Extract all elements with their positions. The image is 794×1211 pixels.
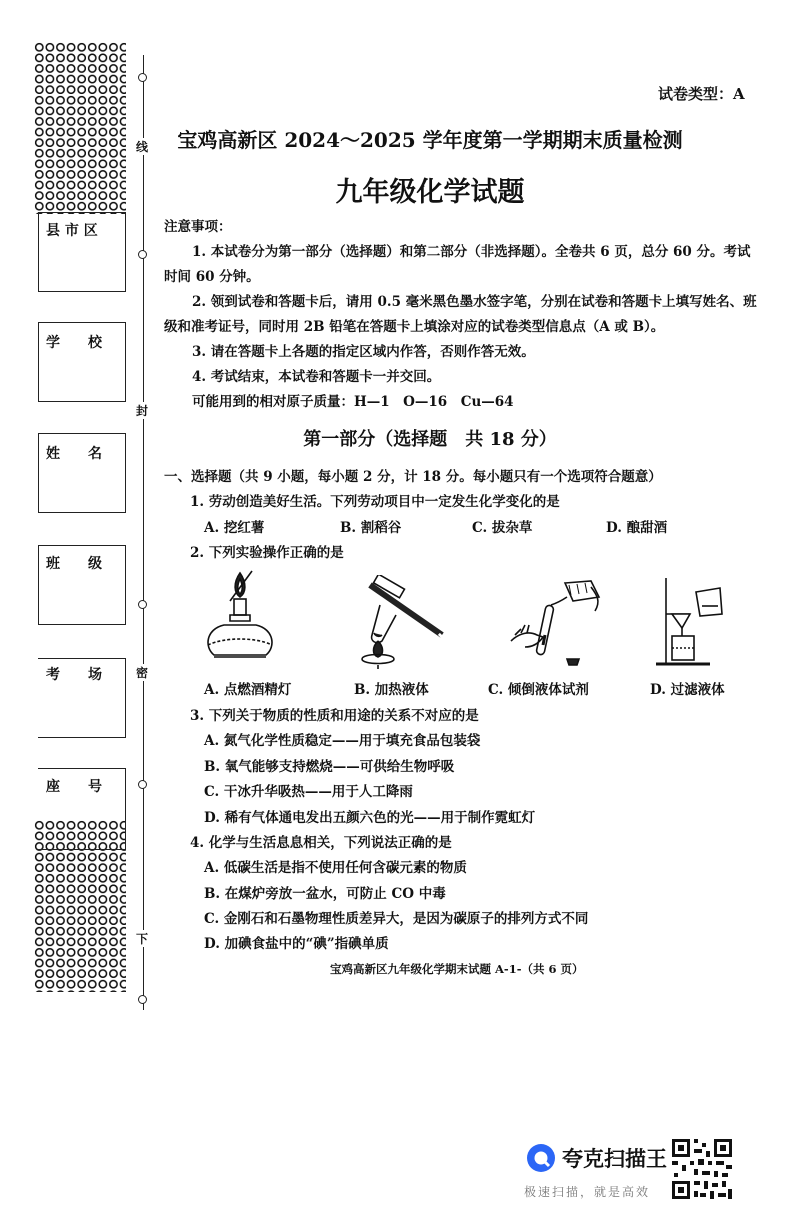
q3-stem: 3. 下列关于物质的性质和用途的关系不对应的是 bbox=[190, 708, 479, 724]
atomic-masses: 可能用到的相对原子质量：H—1 O—16 Cu—64 bbox=[192, 394, 514, 410]
county-label: 县 市 区 bbox=[46, 223, 98, 239]
q1-option-b[interactable]: B. 割稻谷 bbox=[340, 520, 402, 536]
binding-ring bbox=[138, 250, 147, 259]
binding-mark-feng: 封 bbox=[136, 404, 149, 418]
exam-subtitle: 九年级化学试题 bbox=[335, 177, 525, 208]
page-footer: 宝鸡高新区九年级化学期末试题 A-1-（共 6 页） bbox=[330, 962, 584, 976]
binding-mark-xia: 下 bbox=[136, 932, 149, 946]
q2-stem: 2. 下列实验操作正确的是 bbox=[190, 545, 344, 561]
pouring-liquid-figure bbox=[505, 575, 605, 670]
class-label: 班 级 bbox=[46, 556, 102, 572]
q1-option-a[interactable]: A. 挖红薯 bbox=[204, 520, 265, 536]
q4-option-a[interactable]: A. 低碳生活是指不使用任何含碳元素的物质 bbox=[204, 860, 467, 876]
q3-option-a[interactable]: A. 氮气化学性质稳定——用于填充食品包装袋 bbox=[204, 733, 481, 749]
brand-name: 夸克扫描王 bbox=[562, 1147, 667, 1171]
q1-option-d[interactable]: D. 酿甜酒 bbox=[606, 520, 668, 536]
q3-option-c[interactable]: C. 干冰升华吸热——用于人工降雨 bbox=[204, 784, 413, 800]
note-item-2: 2. 领到试卷和答题卡后，请用 0.5 毫米黑色墨水签字笔，分别在试卷和答题卡上填写姓名、班级和准考证号，同时用 2B 铅笔在答题卡上填涂对应的试卷类型信息点（A 或 B）。 bbox=[164, 294, 757, 335]
exam-title: 宝鸡高新区 2024～2025 学年度第一学期期末质量检测 bbox=[177, 128, 683, 152]
q1-stem: 1. 劳动创造美好生活。下列劳动项目中一定发生化学变化的是 bbox=[190, 494, 560, 510]
q4-option-c[interactable]: C. 金刚石和石墨物理性质差异大，是因为碳原子的排列方式不同 bbox=[204, 911, 589, 927]
q2-option-c[interactable]: C. 倾倒液体试剂 bbox=[488, 682, 589, 698]
part1-title: 第一部分（选择题 共 18 分） bbox=[303, 429, 557, 450]
notes-heading: 注意事项： bbox=[164, 219, 232, 235]
name-label: 姓 名 bbox=[46, 446, 102, 462]
q2-option-b[interactable]: B. 加热液体 bbox=[354, 682, 429, 698]
binding-ring bbox=[138, 995, 147, 1004]
alcohol-lamp-figure bbox=[200, 567, 280, 667]
exam-room-label: 考 场 bbox=[46, 667, 102, 683]
q4-option-b[interactable]: B. 在煤炉旁放一盆水，可防止 CO 中毒 bbox=[204, 886, 446, 902]
q4-option-d[interactable]: D. 加碘食盐中的“碘”指碘单质 bbox=[204, 936, 389, 952]
filtering-liquid-figure bbox=[650, 570, 730, 670]
school-label: 学 校 bbox=[46, 335, 102, 351]
note-item-1: 1. 本试卷分为第一部分（选择题）和第二部分（非选择题）。全卷共 6 页，总分 60 分。考试时间 60 分钟。 bbox=[164, 244, 751, 285]
note-item-4: 4. 考试结束，本试卷和答题卡一并交回。 bbox=[192, 369, 441, 385]
brand-slogan: 极速扫描，就是高效 bbox=[524, 1185, 651, 1199]
section-heading: 一、选择题（共 9 小题，每小题 2 分，计 18 分。每小题只有一个选项符合题意） bbox=[164, 469, 662, 485]
heating-liquid-figure bbox=[352, 575, 452, 670]
note-item-3: 3. 请在答题卡上各题的指定区域内作答，否则作答无效。 bbox=[192, 344, 535, 360]
q4-stem: 4. 化学与生活息息相关，下列说法正确的是 bbox=[190, 835, 452, 851]
seat-number-label: 座 号 bbox=[46, 779, 102, 795]
binding-ring bbox=[138, 600, 147, 609]
q2-option-a[interactable]: A. 点燃酒精灯 bbox=[204, 682, 292, 698]
binding-mark-mi: 密 bbox=[136, 666, 149, 680]
qr-code-icon bbox=[670, 1137, 734, 1201]
q2-option-d[interactable]: D. 过滤液体 bbox=[650, 682, 725, 698]
q1-option-c[interactable]: C. 拔杂草 bbox=[472, 520, 533, 536]
binding-ring bbox=[138, 780, 147, 789]
q3-option-d[interactable]: D. 稀有气体通电发出五颜六色的光——用于制作霓虹灯 bbox=[204, 810, 536, 826]
paper-type: 试卷类型：A bbox=[658, 85, 745, 103]
binding-mark-xian: 线 bbox=[136, 140, 149, 154]
quark-logo-icon bbox=[526, 1143, 556, 1173]
q3-option-b[interactable]: B. 氧气能够支持燃烧——可供给生物呼吸 bbox=[204, 759, 455, 775]
binding-ring bbox=[138, 73, 147, 82]
